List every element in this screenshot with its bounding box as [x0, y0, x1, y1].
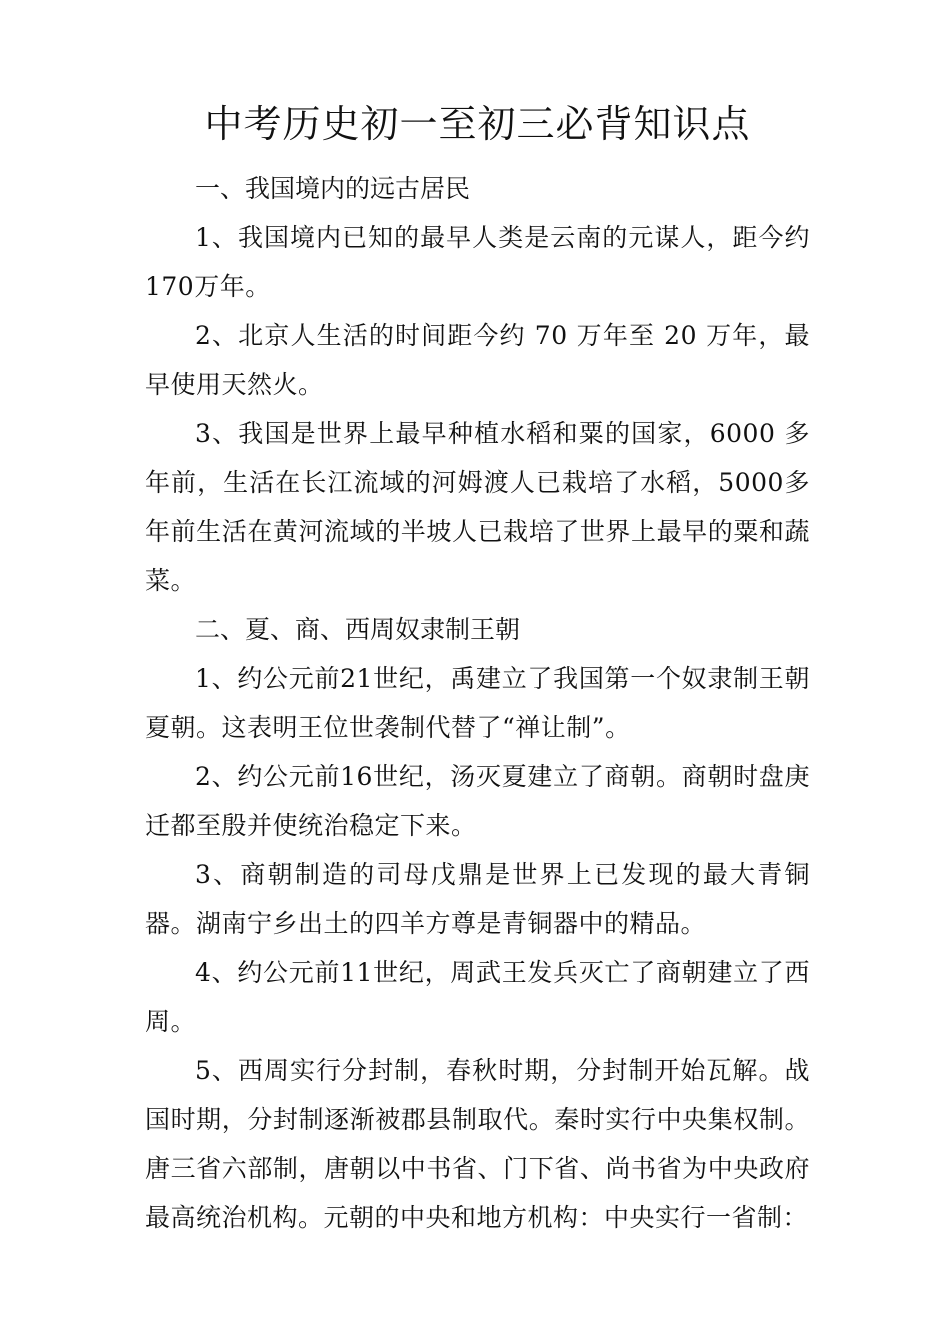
section-heading-1: 一、我国境内的远古居民 [195, 174, 471, 203]
paragraph-2-5: 5、西周实行分封制，春秋时期，分封制开始瓦解。战国时期，分封制逐渐被郡县制取代。秦时实行中央集权制。唐三省六部制，唐朝以中书省、门下省、尚书省为中央政府最高统治机构。元朝的中央和地方机构：中央实行一省制： [145, 1056, 810, 1232]
paragraph-1-3: 3、我国是世界上最早种植水稻和粟的国家，6000 多年前，生活在长江流域的河姆渡人已栽培了水稻，5000多年前生活在黄河流域的半坡人已栽培了世界上最早的粟和蔬菜。 [145, 419, 810, 595]
paragraph-2-4: 4、约公元前11世纪，周武王发兵灭亡了商朝建立了西周。 [145, 958, 810, 1036]
paragraph-2-3: 3、商朝制造的司母戊鼎是世界上已发现的最大青铜器。湖南宁乡出土的四羊方尊是青铜器中的精品。 [145, 860, 810, 938]
paragraph-2-1: 1、约公元前21世纪，禹建立了我国第一个奴隶制王朝夏朝。这表明王位世袭制代替了“禅让制”。 [145, 664, 810, 742]
paragraph-1-2: 2、北京人生活的时间距今约 70 万年至 20 万年，最早使用天然火。 [145, 321, 810, 399]
paragraph-1-1: 1、我国境内已知的最早人类是云南的元谋人，距今约170万年。 [145, 223, 810, 301]
document-page [145, 96, 810, 1242]
page-title: 中考历史初一至初三必背知识点 [204, 102, 751, 146]
paragraph-2-2: 2、约公元前16世纪，汤灭夏建立了商朝。商朝时盘庚迁都至殷并使统治稳定下来。 [145, 762, 810, 840]
section-heading-2: 二、夏、商、西周奴隶制王朝 [195, 615, 521, 644]
